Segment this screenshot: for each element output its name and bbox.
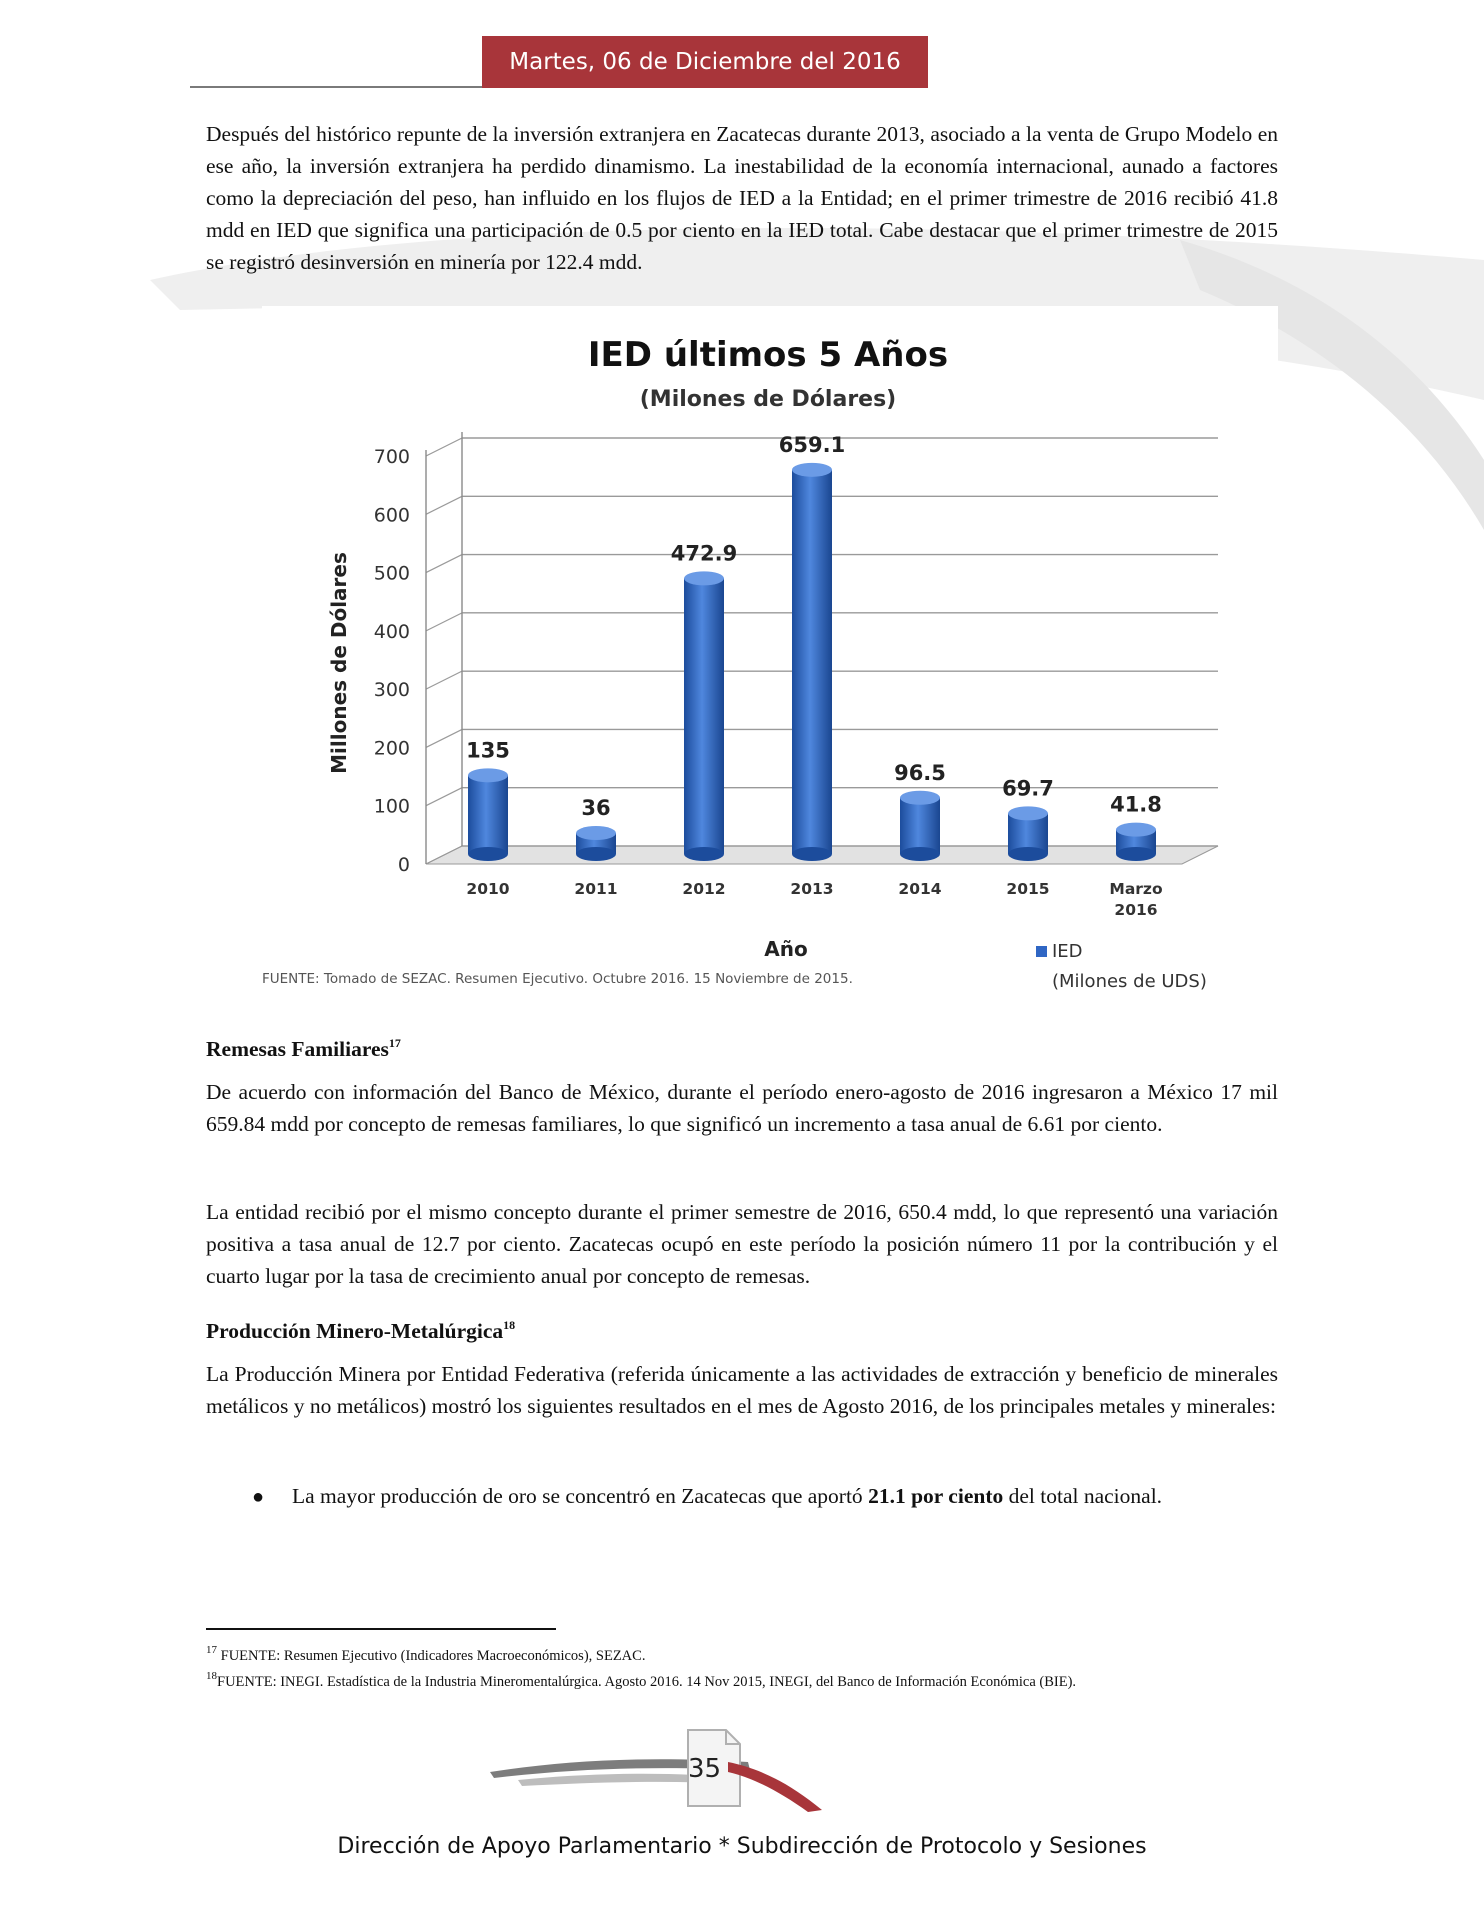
header-date-banner (482, 36, 928, 88)
remesas-paragraph-1: De acuerdo con información del Banco de México, durante el período enero-agosto de 2016 ingresaron a México 17 mil 659.84 mdd por concepto de remesas familiares, lo que significó un incremento a tasa anual de 6.61 por ciento. (206, 1080, 1278, 1136)
value-label: 36 (581, 796, 611, 821)
footnote-ref-18: 18 (503, 1318, 516, 1332)
gridline-diag (426, 496, 462, 514)
y-tick-label: 400 (373, 620, 410, 643)
bar-cap (792, 463, 832, 477)
bullet-marker: ● (252, 1486, 265, 1508)
value-label: 96.5 (894, 760, 946, 785)
page-number: 35 (688, 1754, 722, 1784)
category-label: 2016 (1114, 901, 1158, 919)
bar-cap (900, 791, 940, 805)
chart-xlabel: Año (764, 937, 808, 961)
bullet-highlight: 21.1 por ciento (868, 1484, 1004, 1508)
footer-swoosh-logo (488, 1722, 828, 1814)
bar-base (1008, 847, 1048, 861)
gridline-diag (426, 438, 462, 456)
bar-base (468, 847, 508, 861)
gridline-diag (426, 788, 462, 806)
bar-2012 (684, 578, 724, 854)
bar-2014 (900, 798, 940, 854)
category-label: 2012 (682, 880, 726, 898)
legend-sublabel: (Milones de UDS) (1052, 971, 1207, 992)
y-tick-label: 0 (397, 854, 410, 876)
legend-label: IED (1052, 941, 1083, 962)
mineria-paragraph: La Producción Minera por Entidad Federativa (referida únicamente a las actividades de extracción y beneficio de minerales metálicos y no metálicos) mostró los siguientes resultados en el mes de Agosto 2016, de los principales metales y minerales: (206, 1362, 1278, 1418)
value-label: 472.9 (670, 541, 738, 566)
mineria-heading: Producción Minero-Metalúrgica$^{18}$ (206, 1318, 516, 1343)
category-label: 2010 (466, 880, 510, 898)
header-date: Martes, 06 de Diciembre del 2016 (509, 49, 901, 75)
category-label: 2011 (574, 880, 618, 898)
footnote-rule (206, 1628, 556, 1630)
remesas-paragraph-2: La entidad recibió por el mismo concepto durante el primer semestre de 2016, 650.4 mdd, lo que representó una variación positiva a tasa anual de 12.7 por ciento. Zacatecas ocupó en este período la posición número 11 por la contribución y el cuarto lugar por la tasa de crecimiento anual por concepto de remesas. (206, 1200, 1278, 1288)
category-label: 2013 (790, 880, 834, 898)
category-label: 2015 (1006, 880, 1050, 898)
value-label: 69.7 (1002, 776, 1054, 801)
bar-2010 (468, 775, 508, 854)
footnote-18: $^{18}$FUENTE: INEGI. Estadística de la Industria Mineromentalúrgica. Agosto 2016. 14 Nov 2015, INEGI, del Banco de Información Económica (BIE). (206, 1670, 1077, 1690)
y-tick-label: 500 (373, 562, 410, 585)
bar-cap (576, 826, 616, 840)
legend-swatch (1036, 946, 1047, 957)
intro-paragraph: Después del histórico repunte de la inversión extranjera en Zacatecas durante 2013, asociado a la venta de Grupo Modelo en ese año, la inversión extranjera ha perdido dinamismo. La inestabilidad de la economía internacional, aunado a factores como la depreciación del peso, han influido en los flujos de IED a la Entidad; en el primer trimestre de 2016 recibió 41.8 mdd en IED que significa una participación de 0.5 por ciento en la IED total. Cabe destacar que el primer trimestre de 2015 se registró desinversión en minería por 122.4 mdd. (206, 122, 1278, 274)
y-tick-label: 200 (373, 737, 410, 760)
bar-cap (468, 768, 508, 782)
chart-subtitle: (Milones de Dólares) (639, 387, 897, 412)
bullet-item: La mayor producción de oro se concentró en Zacatecas que aportó 21.1 por ciento del total nacional. (292, 1484, 1163, 1508)
y-tick-label: 300 (373, 679, 410, 702)
bar-base (1116, 847, 1156, 861)
remesas-heading: Remesas Familiares$^{17}$ (206, 1036, 401, 1061)
ied-bar-chart (262, 306, 1278, 1006)
gridline-diag (426, 729, 462, 747)
bar-2013 (792, 470, 832, 854)
y-tick-label: 100 (373, 795, 410, 818)
footer-text: Dirección de Apoyo Parlamentario * Subdirección de Protocolo y Sesiones (337, 1834, 1147, 1859)
y-tick-label: 600 (373, 504, 410, 527)
value-label: 659.1 (778, 432, 846, 457)
category-label: Marzo (1109, 880, 1163, 898)
chart-source: FUENTE: Tomado de SEZAC. Resumen Ejecutivo. Octubre 2016. 15 Noviembre de 2015. (262, 971, 853, 987)
chart-title: IED últimos 5 Años (587, 335, 949, 375)
footnote-ref-17: 17 (388, 1036, 401, 1050)
footnote-17: $^{17}$ FUENTE: Resumen Ejecutivo (Indicadores Macroeconómicos), SEZAC. (206, 1644, 646, 1664)
gridline-diag (426, 671, 462, 689)
bar-cap (684, 571, 724, 585)
value-label: 41.8 (1110, 792, 1162, 817)
bar-base (576, 847, 616, 861)
category-label: 2014 (898, 880, 942, 898)
value-label: 135 (466, 738, 510, 763)
chart-ylabel: Millones de Dólares (327, 552, 351, 774)
bar-base (684, 847, 724, 861)
gridline-diag (426, 613, 462, 631)
bar-cap (1116, 823, 1156, 837)
bar-base (792, 847, 832, 861)
y-tick-label: 700 (373, 446, 410, 468)
gridline-diag (426, 555, 462, 573)
bar-cap (1008, 806, 1048, 820)
bar-base (900, 847, 940, 861)
